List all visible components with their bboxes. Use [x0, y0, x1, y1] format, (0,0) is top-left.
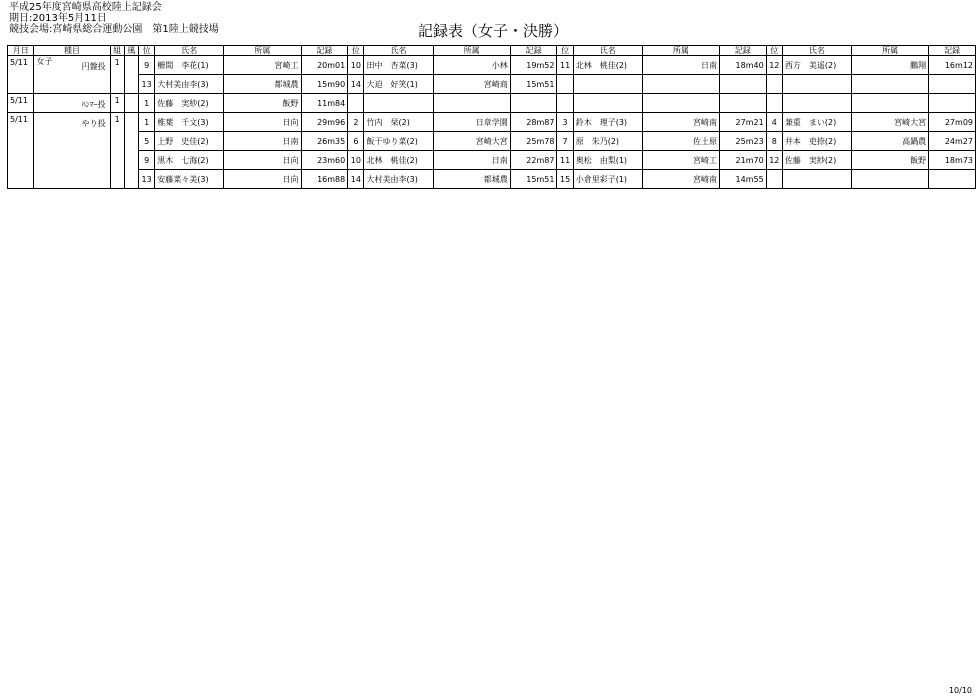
rank-cell: 10 — [348, 151, 364, 170]
team-cell — [851, 170, 928, 189]
rank-cell: 14 — [348, 75, 364, 94]
column-header: 記録 — [301, 46, 348, 56]
team-cell: 日章学園 — [433, 113, 510, 132]
column-header: 位 — [557, 46, 573, 56]
rank-cell: 13 — [139, 75, 155, 94]
page-number: 10/10 — [948, 686, 972, 695]
rank-cell — [557, 94, 573, 113]
rank-cell: 6 — [348, 132, 364, 151]
table-body — [8, 56, 976, 189]
rank-cell — [766, 94, 782, 113]
rank-cell — [348, 94, 364, 113]
athlete-name-cell: 上野 史佳(2) — [155, 132, 224, 151]
athlete-name-cell: 原 朱乃(2) — [573, 132, 642, 151]
team-cell: 鵬翔 — [851, 56, 928, 75]
team-cell — [642, 94, 719, 113]
record-cell: 25m23 — [719, 132, 766, 151]
rank-cell: 3 — [557, 113, 573, 132]
meet-date: 期日:2013年5月11日 — [9, 13, 107, 24]
record-cell: 21m70 — [719, 151, 766, 170]
record-cell: 20m01 — [301, 56, 348, 75]
record-cell: 15m51 — [510, 170, 557, 189]
record-cell: 25m78 — [510, 132, 557, 151]
rank-cell: 12 — [766, 151, 782, 170]
rank-cell: 15 — [557, 170, 573, 189]
record-cell — [719, 94, 766, 113]
rank-cell — [766, 75, 782, 94]
rank-cell: 14 — [348, 170, 364, 189]
team-cell — [851, 94, 928, 113]
record-cell: 16m12 — [929, 56, 976, 75]
column-header: 記録 — [929, 46, 976, 56]
rank-cell: 7 — [557, 132, 573, 151]
team-cell: 高鍋農 — [851, 132, 928, 151]
team-cell: 都城農 — [224, 75, 301, 94]
column-header: 位 — [766, 46, 782, 56]
team-cell: 日南 — [433, 151, 510, 170]
rank-cell: 11 — [557, 151, 573, 170]
athlete-name-cell: 大迫 好笑(1) — [364, 75, 433, 94]
record-cell — [510, 94, 557, 113]
team-cell: 都城農 — [433, 170, 510, 189]
record-cell — [719, 75, 766, 94]
team-cell: 宮崎南 — [642, 113, 719, 132]
athlete-name-cell — [573, 94, 642, 113]
team-cell: 日向 — [224, 170, 301, 189]
athlete-name-cell: 田中 杏菜(3) — [364, 56, 433, 75]
athlete-name-cell: 佐藤 実紗(2) — [782, 151, 851, 170]
table-row — [8, 75, 976, 94]
athlete-name-cell: 小倉里彩子(1) — [573, 170, 642, 189]
team-cell: 宮崎大宮 — [851, 113, 928, 132]
rank-cell: 11 — [557, 56, 573, 75]
column-header: 氏名 — [782, 46, 851, 56]
team-cell: 日向 — [224, 113, 301, 132]
event-cell — [34, 56, 110, 94]
athlete-name-cell: 大村美由李(3) — [155, 75, 224, 94]
event-date: 5/11 — [8, 94, 34, 113]
column-header: 位 — [348, 46, 364, 56]
team-cell: 宮崎大宮 — [433, 132, 510, 151]
page-title: 記録表（女子・決勝） — [418, 22, 569, 40]
rank-cell: 9 — [139, 151, 155, 170]
table-row — [8, 56, 976, 75]
record-cell: 14m55 — [719, 170, 766, 189]
event-name: やり投 — [81, 119, 106, 128]
team-cell: 飯野 — [224, 94, 301, 113]
athlete-name-cell: 北林 桃佳(2) — [364, 151, 433, 170]
athlete-name-cell: 黒木 七海(2) — [155, 151, 224, 170]
team-cell: 宮崎商 — [433, 75, 510, 94]
table-row — [8, 94, 976, 113]
event-heat: 1 — [110, 113, 124, 189]
record-cell: 28m87 — [510, 113, 557, 132]
column-header: 種目 — [34, 46, 110, 56]
table-row — [8, 132, 976, 151]
table-row — [8, 170, 976, 189]
event-cell — [34, 94, 110, 113]
column-header: 所属 — [642, 46, 719, 56]
athlete-name-cell: 佐藤 実紗(2) — [155, 94, 224, 113]
athlete-name-cell: 柵間 李花(1) — [155, 56, 224, 75]
record-cell — [929, 94, 976, 113]
rank-cell: 1 — [139, 94, 155, 113]
record-cell: 26m35 — [301, 132, 348, 151]
rank-cell — [557, 75, 573, 94]
results-table — [7, 45, 976, 189]
column-header: 所属 — [851, 46, 928, 56]
team-cell: 宮崎工 — [642, 151, 719, 170]
athlete-name-cell: 大村美由李(3) — [364, 170, 433, 189]
team-cell: 宮崎南 — [642, 170, 719, 189]
event-heat: 1 — [110, 94, 124, 113]
athlete-name-cell: 兼重 まい(2) — [782, 113, 851, 132]
athlete-name-cell: 鈴木 理子(3) — [573, 113, 642, 132]
header-row — [8, 46, 976, 56]
athlete-name-cell: 西方 美遥(2) — [782, 56, 851, 75]
athlete-name-cell — [782, 94, 851, 113]
team-cell — [642, 75, 719, 94]
column-header: 所属 — [433, 46, 510, 56]
record-cell: 18m73 — [929, 151, 976, 170]
column-header: 月日 — [8, 46, 34, 56]
team-cell: 宮崎工 — [224, 56, 301, 75]
event-heat: 1 — [110, 56, 124, 94]
event-gender: 女子 — [36, 57, 53, 66]
team-cell: 飯野 — [851, 151, 928, 170]
event-wind — [124, 56, 138, 94]
rank-cell: 10 — [348, 56, 364, 75]
table-row — [8, 113, 976, 132]
team-cell — [433, 94, 510, 113]
event-date: 5/11 — [8, 113, 34, 189]
record-cell: 24m27 — [929, 132, 976, 151]
athlete-name-cell: 北林 桃佳(2) — [573, 56, 642, 75]
rank-cell: 12 — [766, 56, 782, 75]
athlete-name-cell: 飯干ゆり菜(2) — [364, 132, 433, 151]
column-header: 風 — [124, 46, 138, 56]
column-header: 記録 — [510, 46, 557, 56]
rank-cell: 5 — [139, 132, 155, 151]
column-header: 組 — [110, 46, 124, 56]
rank-cell: 2 — [348, 113, 364, 132]
record-cell: 27m21 — [719, 113, 766, 132]
event-cell — [34, 113, 110, 189]
record-cell: 22m87 — [510, 151, 557, 170]
rank-cell: 8 — [766, 132, 782, 151]
column-header: 位 — [139, 46, 155, 56]
rank-cell — [766, 170, 782, 189]
event-name: 円盤投 — [81, 62, 106, 71]
event-wind — [124, 113, 138, 189]
athlete-name-cell — [782, 75, 851, 94]
rank-cell: 9 — [139, 56, 155, 75]
record-cell: 29m96 — [301, 113, 348, 132]
record-cell: 15m90 — [301, 75, 348, 94]
column-header: 氏名 — [155, 46, 224, 56]
athlete-name-cell: 井本 吏捺(2) — [782, 132, 851, 151]
team-cell: 小林 — [433, 56, 510, 75]
column-header: 氏名 — [573, 46, 642, 56]
table-row — [8, 151, 976, 170]
athlete-name-cell: 椎葉 千文(3) — [155, 113, 224, 132]
record-cell: 16m88 — [301, 170, 348, 189]
team-cell: 佐土原 — [642, 132, 719, 151]
team-cell: 日向 — [224, 151, 301, 170]
athlete-name-cell — [364, 94, 433, 113]
record-cell: 27m09 — [929, 113, 976, 132]
column-header: 記録 — [719, 46, 766, 56]
meet-venue: 競技会場:宮崎県総合運動公園 第1陸上競技場 — [9, 24, 219, 35]
event-wind — [124, 94, 138, 113]
record-cell — [929, 170, 976, 189]
team-cell: 日南 — [642, 56, 719, 75]
record-cell — [929, 75, 976, 94]
team-cell: 日南 — [224, 132, 301, 151]
column-header: 所属 — [224, 46, 301, 56]
column-header: 氏名 — [364, 46, 433, 56]
record-cell: 11m84 — [301, 94, 348, 113]
athlete-name-cell: 安藤菜々美(3) — [155, 170, 224, 189]
meet-name: 平成25年度宮崎県高校陸上記録会 — [9, 2, 162, 13]
rank-cell: 13 — [139, 170, 155, 189]
rank-cell: 1 — [139, 113, 155, 132]
record-cell: 23m60 — [301, 151, 348, 170]
athlete-name-cell: 竹内 栞(2) — [364, 113, 433, 132]
record-cell: 19m52 — [510, 56, 557, 75]
athlete-name-cell — [573, 75, 642, 94]
team-cell — [851, 75, 928, 94]
record-cell: 15m51 — [510, 75, 557, 94]
event-date: 5/11 — [8, 56, 34, 94]
record-cell: 18m40 — [719, 56, 766, 75]
rank-cell: 4 — [766, 113, 782, 132]
athlete-name-cell: 奥松 由梨(1) — [573, 151, 642, 170]
athlete-name-cell — [782, 170, 851, 189]
event-name: ﾊﾝﾏｰ投 — [81, 100, 106, 109]
